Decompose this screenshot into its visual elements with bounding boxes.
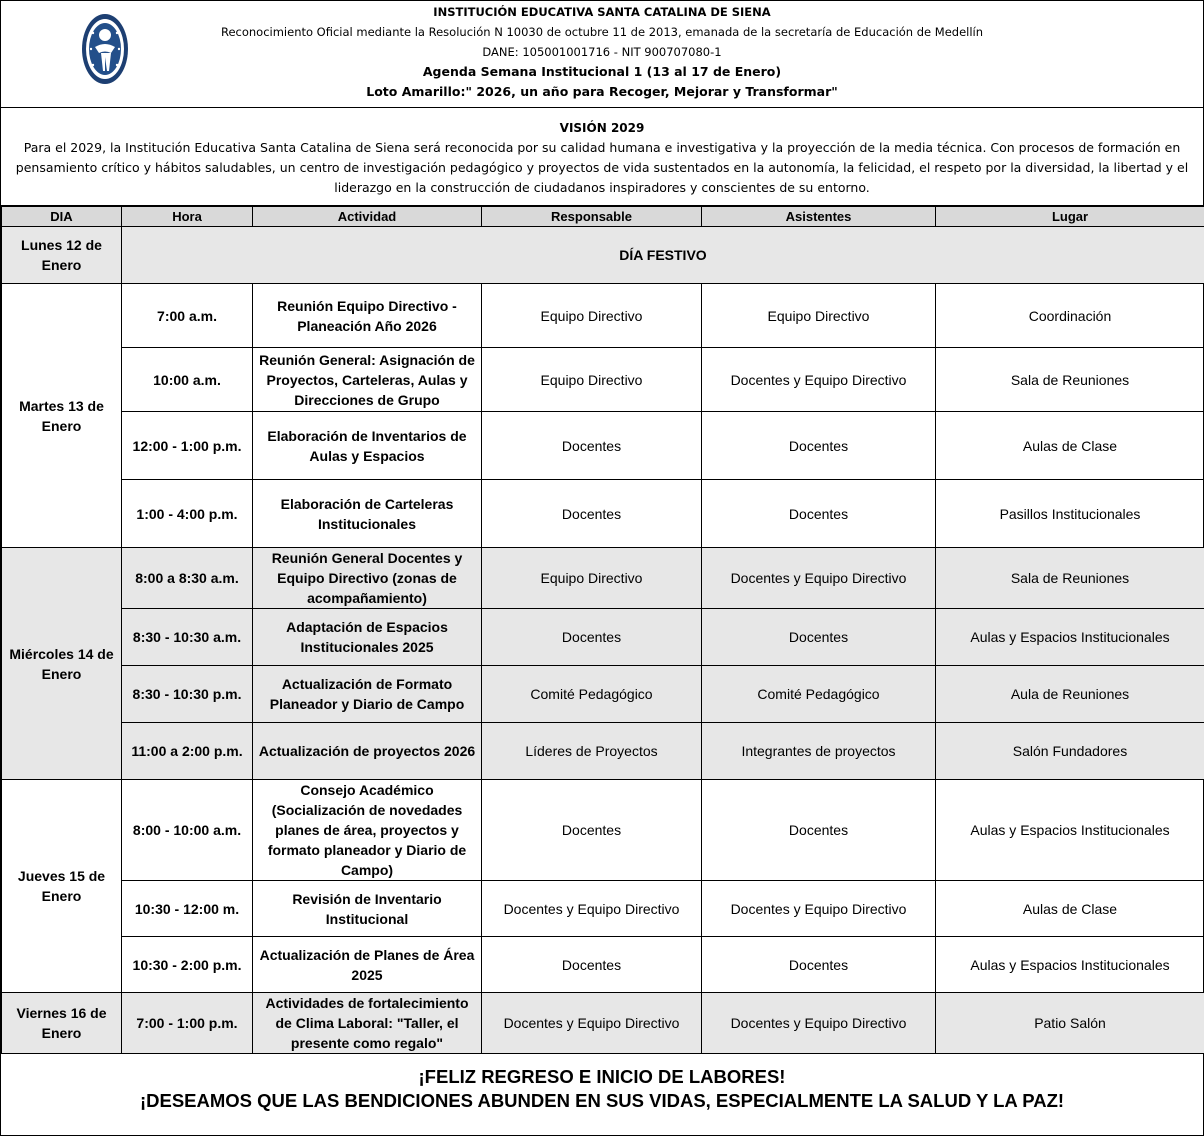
header-responsable: Responsable — [482, 206, 702, 227]
table-row — [2, 993, 1204, 1054]
asistentes-cell: Docentes — [702, 480, 936, 548]
actividad-cell: Consejo Académico (Socialización de novedades planes de área, proyectos y formato planeador y Diario de Campo) — [253, 780, 482, 881]
hora-cell: 10:00 a.m. — [122, 348, 253, 412]
lugar-cell: Aula de Reuniones — [936, 666, 1204, 723]
asistentes-cell: Integrantes de proyectos — [702, 723, 936, 780]
lugar-cell: Sala de Reuniones — [936, 348, 1204, 412]
lugar-cell: Aulas de Clase — [936, 881, 1204, 937]
header-hora: Hora — [122, 206, 253, 227]
responsable-cell: Docentes — [482, 609, 702, 666]
actividad-cell: Actualización de Formato Planeador y Diario de Campo — [253, 666, 482, 723]
closing-line-2: ¡DESEAMOS QUE LAS BENDICIONES ABUNDEN EN SUS VIDAS, ESPECIALMENTE LA SALUD Y LA PAZ! — [139, 1090, 1065, 1111]
day-cell: Viernes 16 de Enero — [2, 993, 122, 1054]
responsable-cell: Docentes — [482, 480, 702, 548]
vision-text: Para el 2029, la Institución Educativa Santa Catalina de Siena será reconocida por su calidad humana e investigativa y la proyección de la media técnica. Con procesos de formación en pensamiento crítico y hábitos saludables, un centro de investigación pedagógico y proyectos de vida sustentados en la autonomía, la felicidad, el respeto por la diversidad, la libertad y el liderazgo en la construcción de ciudadanos inspiradores y conscientes de su entorno. — [15, 140, 1189, 195]
closing-message — [1, 1065, 1203, 1113]
dane-nit: DANE: 105001001716 - NIT 900707080-1 — [482, 45, 722, 59]
hora-cell: 1:00 - 4:00 p.m. — [122, 480, 253, 548]
vision-section — [1, 119, 1203, 198]
responsable-cell: Docentes y Equipo Directivo — [482, 993, 702, 1054]
responsable-cell: Docentes — [482, 412, 702, 480]
table-row — [2, 284, 1204, 348]
day-cell: Martes 13 de Enero — [2, 284, 122, 548]
lugar-cell: Coordinación — [936, 284, 1204, 348]
table-row — [2, 666, 1204, 723]
asistentes-cell: Docentes y Equipo Directivo — [702, 348, 936, 412]
header-lugar: Lugar — [936, 206, 1204, 227]
asistentes-cell: Docentes — [702, 609, 936, 666]
actividad-cell: Adaptación de Espacios Institucionales 2025 — [253, 609, 482, 666]
lugar-cell: Pasillos Institucionales — [936, 480, 1204, 548]
header-asistentes: Asistentes — [702, 206, 936, 227]
closing-line-1: ¡FELIZ REGRESO E INICIO DE LABORES! — [418, 1066, 786, 1087]
responsable-cell: Equipo Directivo — [482, 548, 702, 609]
actividad-cell: Actualización de Planes de Área 2025 — [253, 937, 482, 993]
lugar-cell: Sala de Reuniones — [936, 548, 1204, 609]
document-header — [1, 1, 1203, 108]
hora-cell: 11:00 a 2:00 p.m. — [122, 723, 253, 780]
motto: Loto Amarillo:" 2026, un año para Recoger, Mejorar y Transformar" — [366, 84, 838, 99]
lugar-cell: Patio Salón — [936, 993, 1204, 1054]
hora-cell: 7:00 a.m. — [122, 284, 253, 348]
holiday-label: DÍA FESTIVO — [122, 227, 1204, 284]
hora-cell: 10:30 - 2:00 p.m. — [122, 937, 253, 993]
lugar-cell: Salón Fundadores — [936, 723, 1204, 780]
header-actividad: Actividad — [253, 206, 482, 227]
hora-cell: 12:00 - 1:00 p.m. — [122, 412, 253, 480]
lugar-cell: Aulas de Clase — [936, 412, 1204, 480]
day-cell: Jueves 15 de Enero — [2, 780, 122, 993]
responsable-cell: Equipo Directivo — [482, 348, 702, 412]
responsable-cell: Docentes y Equipo Directivo — [482, 881, 702, 937]
asistentes-cell: Docentes y Equipo Directivo — [702, 881, 936, 937]
lugar-cell: Aulas y Espacios Institucionales — [936, 937, 1204, 993]
responsable-cell: Comité Pedagógico — [482, 666, 702, 723]
table-header-row — [2, 206, 1204, 227]
actividad-cell: Elaboración de Carteleras Institucionales — [253, 480, 482, 548]
agenda-table — [1, 205, 1204, 1054]
table-row — [2, 348, 1204, 412]
actividad-cell: Reunión General: Asignación de Proyectos, Carteleras, Aulas y Direcciones de Grupo — [253, 348, 482, 412]
table-row — [2, 227, 1204, 284]
asistentes-cell: Docentes — [702, 937, 936, 993]
institution-name: INSTITUCIÓN EDUCATIVA SANTA CATALINA DE SIENA — [433, 5, 771, 19]
hora-cell: 8:00 a 8:30 a.m. — [122, 548, 253, 609]
hora-cell: 10:30 - 12:00 m. — [122, 881, 253, 937]
asistentes-cell: Docentes — [702, 780, 936, 881]
asistentes-cell: Docentes y Equipo Directivo — [702, 548, 936, 609]
table-row — [2, 937, 1204, 993]
lugar-cell: Aulas y Espacios Institucionales — [936, 609, 1204, 666]
vision-title: VISIÓN 2029 — [559, 121, 645, 135]
hora-cell: 8:30 - 10:30 p.m. — [122, 666, 253, 723]
hora-cell: 8:30 - 10:30 a.m. — [122, 609, 253, 666]
table-row — [2, 412, 1204, 480]
responsable-cell: Equipo Directivo — [482, 284, 702, 348]
hora-cell: 8:00 - 10:00 a.m. — [122, 780, 253, 881]
table-row — [2, 780, 1204, 881]
header-dia: DIA — [2, 206, 122, 227]
asistentes-cell: Comité Pedagógico — [702, 666, 936, 723]
asistentes-cell: Equipo Directivo — [702, 284, 936, 348]
responsable-cell: Docentes — [482, 937, 702, 993]
recognition-text: Reconocimiento Oficial mediante la Resolución N 10030 de octubre 11 de 2013, emanada de la secretaría de Educación de Medellín — [220, 25, 984, 39]
asistentes-cell: Docentes y Equipo Directivo — [702, 993, 936, 1054]
asistentes-cell: Docentes — [702, 412, 936, 480]
day-cell: Lunes 12 de Enero — [2, 227, 122, 284]
agenda-title: Agenda Semana Institucional 1 (13 al 17 de Enero) — [422, 64, 782, 79]
lugar-cell: Aulas y Espacios Institucionales — [936, 780, 1204, 881]
actividad-cell: Actualización de proyectos 2026 — [253, 723, 482, 780]
actividad-cell: Reunión Equipo Directivo - Planeación Año 2026 — [253, 284, 482, 348]
table-row — [2, 609, 1204, 666]
table-row — [2, 548, 1204, 609]
hora-cell: 7:00 - 1:00 p.m. — [122, 993, 253, 1054]
responsable-cell: Docentes — [482, 780, 702, 881]
actividad-cell: Revisión de Inventario Institucional — [253, 881, 482, 937]
responsable-cell: Líderes de Proyectos — [482, 723, 702, 780]
table-row — [2, 881, 1204, 937]
table-row — [2, 480, 1204, 548]
table-row — [2, 723, 1204, 780]
day-cell: Miércoles 14 de Enero — [2, 548, 122, 780]
actividad-cell: Reunión General Docentes y Equipo Directivo (zonas de acompañamiento) — [253, 548, 482, 609]
actividad-cell: Elaboración de Inventarios de Aulas y Espacios — [253, 412, 482, 480]
actividad-cell: Actividades de fortalecimiento de Clima Laboral: "Taller, el presente como regalo" — [253, 993, 482, 1054]
